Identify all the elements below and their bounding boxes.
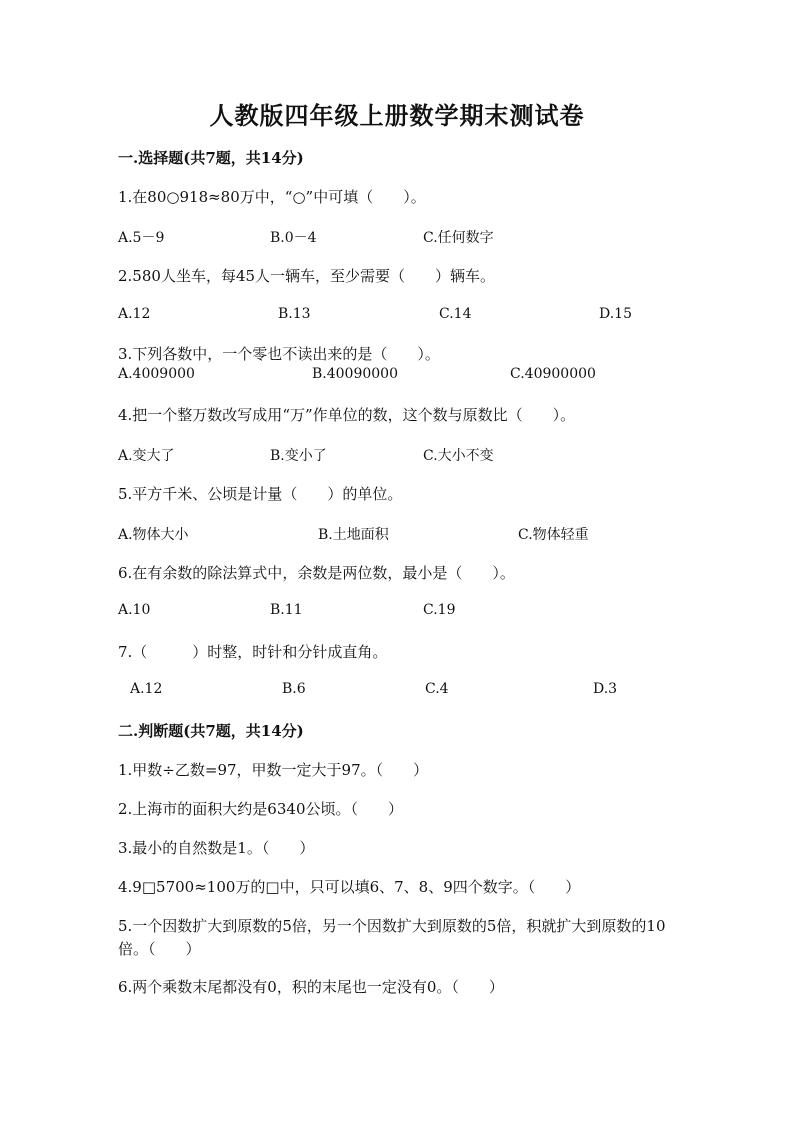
question-text: 7.（ ）时整，时针和分针成直角。 xyxy=(118,643,388,661)
option: C.19 xyxy=(423,602,456,618)
option: B.40090000 xyxy=(312,366,398,382)
section-heading-choice: 一.选择题(共7题，共14分) xyxy=(118,149,304,167)
question-text: 5.平方千米、公顷是计量（ ）的单位。 xyxy=(118,485,403,503)
question-text: 6.在有余数的除法算式中，余数是两位数，最小是（ ）。 xyxy=(118,564,515,582)
option: A.物体大小 xyxy=(118,527,189,543)
question-text: 2.上海市的面积大约是6340公顷。（ ） xyxy=(118,800,403,818)
question-text: 5.一个因数扩大到原数的5倍，另一个因数扩大到原数的5倍，积就扩大到原数的10倍。（ ） xyxy=(118,917,666,958)
option: C.大小不变 xyxy=(423,448,494,464)
option: A.变大了 xyxy=(118,448,175,464)
question-text: 3.下列各数中，一个零也不读出来的是（ ）。 xyxy=(118,345,440,363)
option: B.土地面积 xyxy=(318,527,389,543)
question-text: 3.最小的自然数是1。（ ） xyxy=(118,839,315,857)
option: C.物体轻重 xyxy=(518,527,589,543)
option: C.40900000 xyxy=(510,366,596,382)
option: B.0－4 xyxy=(270,230,317,246)
option: C.任何数字 xyxy=(423,230,494,246)
question-text: 6.两个乘数末尾都没有0，积的末尾也一定没有0。（ ） xyxy=(118,978,504,996)
question-text: 4.9□5700≈100万的□中，只可以填6、7、8、9四个数字。（ ） xyxy=(118,878,581,896)
question-text: 1.在80○918≈80万中，“○”中可填（ ）。 xyxy=(118,188,426,206)
option: A.10 xyxy=(118,602,151,618)
question-text: 1.甲数÷乙数=97，甲数一定大于97。（ ） xyxy=(118,761,429,779)
question-text: 2.580人坐车，每45人一辆车，至少需要（ ）辆车。 xyxy=(118,267,496,285)
option: B.变小了 xyxy=(270,448,327,464)
option: A.12 xyxy=(130,681,163,697)
option: C.4 xyxy=(425,681,449,697)
option: A.4009000 xyxy=(118,366,195,382)
option: C.14 xyxy=(439,306,472,322)
option: B.6 xyxy=(282,681,306,697)
option: D.15 xyxy=(599,306,632,322)
question-text: 4.把一个整万数改写成用“万”作单位的数，这个数与原数比（ ）。 xyxy=(118,406,576,424)
page-title: 人教版四年级上册数学期末测试卷 xyxy=(209,101,585,130)
option: B.13 xyxy=(278,306,311,322)
option: B.11 xyxy=(270,602,303,618)
option: D.3 xyxy=(593,681,618,697)
option: A.5－9 xyxy=(118,230,165,246)
section-heading-judge: 二.判断题(共7题，共14分) xyxy=(118,722,304,740)
option: A.12 xyxy=(118,306,151,322)
